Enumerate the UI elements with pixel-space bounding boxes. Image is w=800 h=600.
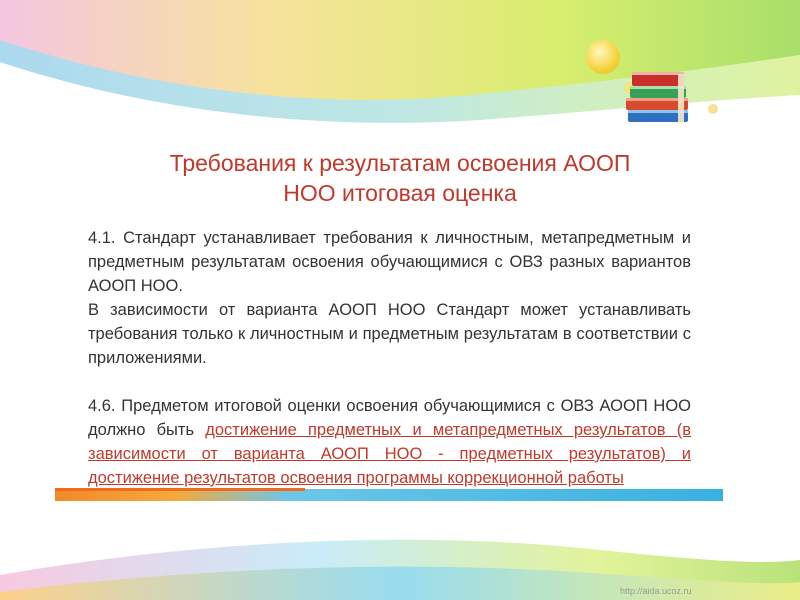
title-line-1: Требования к результатам освоения АООП [169,150,631,176]
books-icon [622,62,694,124]
decorative-circle [586,40,620,74]
paragraph-assessment [88,394,691,490]
paragraph-gap [88,370,691,394]
decorative-circle [708,104,718,114]
footer-url: http://aida.ucoz.ru [620,586,692,596]
title-line-2: НОО итоговая оценка [283,180,517,206]
slide-title [0,148,800,208]
separator-accent [55,488,305,491]
assessment-link[interactable]: достижение предметных и метапредметных результатов (в зависимости от варианта АООП НОО - предметных результатов) и достижение результатов освоения программы коррекционной работы [88,421,691,487]
paragraph-variant: В зависимости от варианта АООП НОО Стандарт может устанавливать требования только к личностным и предметным результатам в соответствии с приложениями. [88,301,691,367]
paragraph-standard: 4.1. Стандарт устанавливает требования к личностным, метапредметным и предметным результатам освоения обучающимися с ОВЗ разных вариантов АООП НОО. [88,229,691,295]
assessment-lead-text: 4.6. Предметом итоговой оценки освоения обучающимися с ОВЗ АООП НОО должно быть [88,397,691,439]
slide-body [88,226,691,490]
